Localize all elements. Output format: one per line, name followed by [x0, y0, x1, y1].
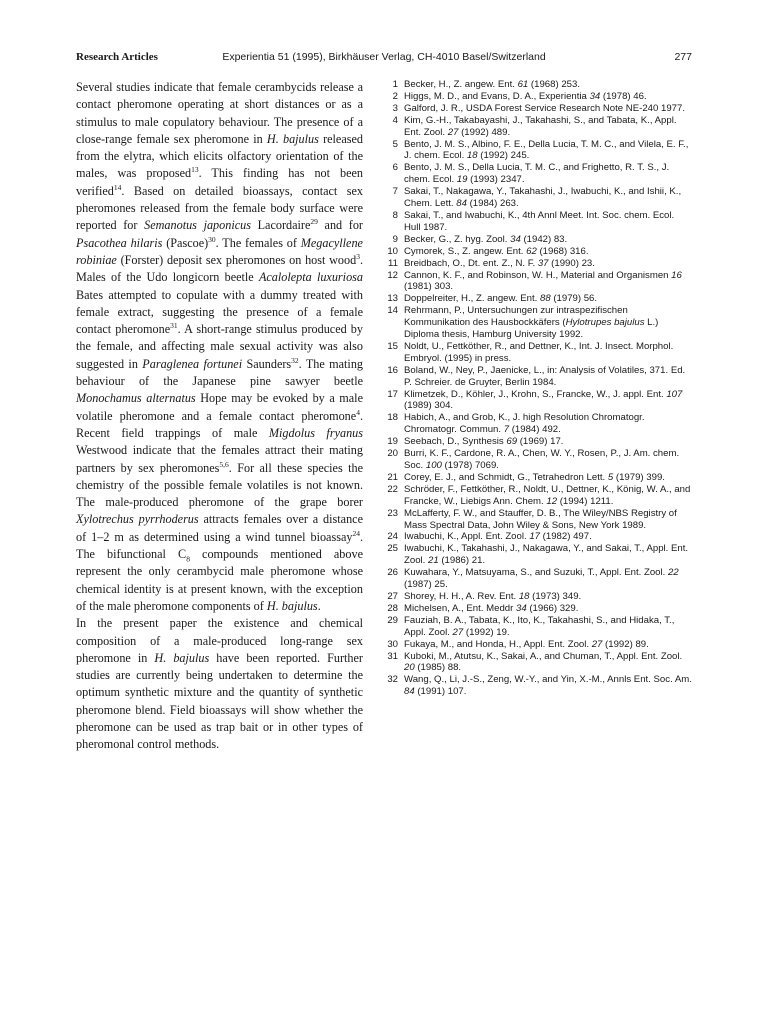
reference-text-run: (1987) 25. [404, 579, 448, 591]
reference-text-run: Schröder, F., Fettköther, R., Noldt, U., Dettner, K., König, W. A., and Francke, W., Liebigs Ann. Chem. [404, 483, 691, 507]
reference-number: 17 [387, 388, 398, 400]
reference-number: 2 [392, 90, 398, 102]
reference-text [402, 341, 692, 365]
reference-volume: 16 [671, 269, 682, 281]
paragraph-2 [76, 615, 363, 753]
species-name: Xylotrechus pyrrhoderus [76, 512, 199, 527]
page-header [76, 49, 692, 65]
reference-item [386, 341, 692, 365]
subscript: 8 [186, 554, 190, 564]
reference-number: 1 [392, 79, 398, 90]
text-run: . [317, 598, 321, 613]
species-name: Migdolus fryanus [268, 425, 363, 440]
text-run: have been reported. Further studies are currently being undertaken to determine the optimum synthetic mixture and the quantity of synthetic pheromone blend. Field bioassays will show whether the pheromone can be used as trap bait or in other types of pheromonal control methods. [76, 650, 363, 752]
reference-number: 8 [392, 209, 398, 221]
reference-text [402, 543, 692, 567]
reference-text [402, 79, 692, 91]
reference-item [386, 436, 692, 448]
reference-volume: 18 [466, 150, 478, 162]
reference-text [402, 436, 692, 448]
species-name: Megacyllene robiniae [76, 235, 363, 267]
reference-text-run: (1993) 2347. [467, 174, 525, 186]
reference-item [386, 115, 692, 139]
reference-number: 18 [387, 412, 398, 424]
citation-mark: 14 [113, 182, 122, 192]
text-run: Westwood indicate that the females attract their mating partners by sex pheromones [76, 443, 363, 475]
reference-text [402, 389, 692, 413]
reference-volume: 34 [515, 602, 527, 614]
reference-text-run: (1973) 349. [529, 590, 582, 602]
reference-text-run: (1986) 21. [438, 555, 486, 567]
reference-text-run: Fukaya, M., and Honda, H., Appl. Ent. Zool. [404, 638, 592, 650]
reference-text-run: Sakai, T., Nakagawa, Y., Takahashi, J., Iwabuchi, K., and Ishii, K., Chem. Lett. [404, 186, 682, 210]
reference-text-run: (1969) 17. [517, 436, 564, 448]
reference-volume: Hylotrupes bajulus [565, 317, 645, 329]
text-run: Several studies indicate that female cerambycids release a contact pheromone operating at short distances or as a stimulus to male copulatory behaviour. The presence of a close-range female sex pheromone in [76, 80, 363, 146]
reference-list [386, 79, 692, 698]
reference-item [386, 234, 692, 246]
reference-text-run: (1982) 497. [540, 531, 592, 543]
reference-text [402, 567, 692, 591]
reference-text [402, 91, 692, 103]
reference-text [402, 508, 692, 532]
reference-text-run: (1979) 56. [550, 293, 598, 305]
reference-item [386, 674, 692, 698]
reference-text [402, 603, 692, 615]
reference-volume: 22 [667, 567, 679, 579]
reference-text-run: (1978) 46. [600, 90, 647, 102]
reference-text [402, 591, 692, 603]
reference-text [402, 210, 692, 234]
reference-item [386, 186, 692, 210]
text-run: . For all these species the chemistry of the possible female volatiles is not known. The male-produced pheromone of the grape borer [76, 460, 363, 510]
reference-text-run: (1966) 329. [526, 602, 579, 614]
reference-volume: 34 [510, 233, 521, 245]
reference-number: 6 [392, 162, 398, 174]
text-run: . The bifunctional C [76, 529, 363, 562]
reference-text [402, 162, 692, 186]
reference-text [402, 246, 692, 258]
reference-text-run: (1992) 19. [463, 626, 510, 638]
reference-text-run: Kuboki, M., Atutsu, K., Sakai, A., and Chuman, T., Appl. Ent. Zool. [404, 650, 683, 662]
reference-number: 24 [387, 531, 398, 543]
reference-volume: 17 [529, 531, 540, 543]
reference-item [386, 615, 692, 639]
reference-number: 31 [387, 650, 398, 662]
paragraph-1 [76, 79, 363, 615]
reference-text-run: Kuwahara, Y., Matsuyama, S., and Suzuki, T., Appl. Ent. Zool. [404, 567, 668, 579]
reference-text-run: Fauziah, B. A., Tabata, K., Ito, K., Takahashi, S., and Hidaka, T., Appl. Zool. [404, 614, 675, 638]
reference-text-run: (1991) 107. [414, 686, 467, 698]
reference-text-run: Cannon, K. F., and Robinson, W. H., Material and Organismen [404, 269, 672, 281]
reference-item [386, 365, 692, 389]
reference-text-run: Corey, E. J., and Schmidt, G., Tetrahedron Lett. [404, 471, 608, 483]
reference-text-run: McLafferty, F. W., and Stauffer, D. B., The Wiley/NBS Registry of Mass Spectral Data, John Wiley & Sons, New York 1989. [404, 507, 677, 531]
reference-volume: 34 [589, 90, 601, 102]
reference-item [386, 258, 692, 270]
citation-mark: 31 [170, 321, 178, 331]
reference-volume: 100 [425, 460, 442, 471]
reference-volume: 62 [526, 245, 537, 257]
reference-item [386, 448, 692, 472]
reference-text-run: (1984) 263. [466, 198, 519, 210]
citation-mark: 3 [356, 251, 360, 261]
reference-item [386, 139, 692, 163]
reference-text-run: Doppelreiter, H., Z. angew. Ent. [404, 293, 540, 305]
citation-mark: 32 [291, 355, 299, 365]
reference-text-run: Galford, J. R., USDA Forest Service Research Note NE-240 1977. [404, 102, 686, 114]
reference-item [386, 472, 692, 484]
reference-text-run: Bento, J. M. S., Albino, F. E., Della Lucia, T. M. C., and Vilela, E. F., J. chem. Ecol. [404, 138, 689, 162]
reference-text [402, 270, 692, 294]
text-run: compounds mentioned above represent the only cerambycid male pheromone whose chemical identity is at present known, with the exception of the male pheromone components of [76, 547, 363, 613]
reference-item [386, 270, 692, 294]
reference-item [386, 305, 692, 341]
reference-number: 21 [387, 471, 398, 483]
text-run: attracts females over a distance of 1–2 m as determined using a wind tunnel bioassay [76, 512, 363, 544]
species-name: H. bajulus [266, 598, 318, 613]
page-number: 277 [674, 51, 692, 63]
text-run: released from the elytra, which elicits olfactory orientation of the males, was proposed [76, 131, 364, 181]
body-text-column [76, 79, 363, 754]
reference-text-run: (1978) 7069. [441, 460, 499, 471]
text-run: . Based on detailed bioassays, contact sex pheromones released from the female body surface were reported for [76, 183, 363, 233]
reference-text-run: Shorey, H. H., A. Rev. Ent. [404, 590, 519, 602]
reference-volume: 61 [517, 79, 529, 90]
reference-text-run: Becker, G., Z. hyg. Zool. [404, 233, 511, 245]
text-run: In the present paper the existence and chemical composition of a male-produced long-range sex pheromone in [76, 616, 363, 665]
species-name: H. bajulus [154, 650, 210, 665]
text-run: and for [317, 218, 363, 233]
reference-number: 22 [387, 483, 398, 495]
reference-text-run: Bento, J. M. S., Della Lucia, T. M. C., and Frighetto, R. T. S., J. chem. Ecol. [404, 162, 670, 186]
reference-number: 20 [387, 448, 398, 460]
reference-text [402, 472, 692, 484]
reference-volume: 21 [428, 555, 439, 567]
reference-text-run: Sakai, T., and Iwabuchi, K., 4th Annl Meet. Int. Soc. chem. Ecol. Hull 1987. [404, 209, 675, 233]
reference-volume: 18 [518, 590, 530, 602]
reference-volume: 84 [404, 686, 415, 698]
reference-text [402, 293, 692, 305]
reference-text-run: (1981) 303. [404, 281, 454, 293]
citation-mark: 29 [310, 217, 318, 227]
reference-text [402, 258, 692, 270]
text-run: . Males of the Udo longicorn beetle [76, 252, 363, 285]
text-run: Hope may be evoked by a male volatile pheromone and a female contact pheromone [76, 391, 363, 423]
reference-text-run: Kim, G.-H., Takabayashi, J., Takahashi, S., and Tabata, K., Appl. Ent. Zool. [404, 114, 677, 138]
reference-text [402, 103, 692, 115]
reference-number: 7 [392, 186, 398, 198]
reference-number: 16 [387, 364, 398, 376]
text-run: . The females of [215, 235, 301, 250]
reference-text [402, 531, 692, 543]
text-run: Bates attempted to copulate with a dummy treated with female extract, suggesting the presence of a female contact pheromone [76, 287, 363, 337]
section-title: Research Articles [76, 51, 158, 63]
reference-text [402, 639, 692, 651]
reference-number: 23 [387, 507, 398, 519]
reference-text-run: Klimetzek, D., Köhler, J., Krohn, S., Francke, W., J. appl. Ent. [404, 388, 667, 400]
reference-text-run: Rehrmann, P., Untersuchungen zur intraspezifischen Kommunikation des Hausbockkäfers ( [404, 305, 628, 329]
reference-text-run: (1942) 83. [520, 233, 568, 245]
reference-item [386, 543, 692, 567]
citation-mark: 24 [352, 528, 360, 538]
reference-volume: 19 [456, 174, 468, 186]
reference-number: 30 [387, 638, 398, 650]
reference-text-run: Boland, W., Ney, P., Jaenicke, L., in: Analysis of Volatiles, 371. Ed. P. Schreier. de Gruyter, Berlin 1984. [404, 364, 686, 388]
species-name: Semanotus japonicus [144, 218, 251, 233]
reference-volume: 27 [447, 126, 459, 138]
reference-text-run: Wang, Q., Li, J.-S., Zeng, W.-Y., and Yin, X.-M., Annls Ent. Soc. Am. [404, 674, 692, 686]
reference-text [402, 139, 692, 163]
reference-text-run: Michelsen, A., Ent. Meddr [404, 602, 516, 614]
reference-volume: 37 [537, 257, 549, 269]
text-run: Saunders [242, 356, 292, 371]
reference-text [402, 115, 692, 139]
reference-text-run: (1985) 88. [414, 662, 462, 674]
reference-item [386, 91, 692, 103]
reference-volume: 27 [452, 626, 464, 638]
reference-number: 5 [392, 138, 398, 150]
text-run: . A short-range stimulus produced by the female, and affecting male sexual activity was also suggested in [76, 322, 363, 371]
reference-number: 9 [392, 233, 398, 245]
reference-volume: 20 [404, 662, 415, 674]
reference-text-run: (1992) 89. [602, 638, 649, 650]
reference-item [386, 246, 692, 258]
reference-text-run: Cymorek, S., Z. angew. Ent. [404, 245, 527, 257]
reference-item [386, 389, 692, 413]
reference-number: 28 [387, 602, 398, 614]
reference-text-run: Iwabuchi, K., Takahashi, J., Nakagawa, Y., and Sakai, T., Appl. Ent. Zool. [404, 543, 689, 567]
reference-number: 19 [387, 436, 398, 448]
reference-text [402, 651, 692, 675]
text-run: . The mating behaviour of the Japanese pine sawyer beetle [76, 356, 364, 389]
text-run: (Pascoe) [162, 235, 209, 250]
reference-text-run: (1968) 253. [528, 79, 581, 90]
reference-volume: 27 [591, 638, 603, 650]
reference-text-run: Habich, A., and Grob, K., J. high Resolution Chromatogr. Chromatogr. Commun. [404, 412, 645, 436]
reference-item [386, 79, 692, 91]
reference-text [402, 365, 692, 389]
reference-text-run: Higgs, M. D., and Evans, D. A., Experientia [404, 90, 590, 102]
reference-item [386, 591, 692, 603]
reference-volume: 107 [666, 388, 683, 400]
reference-text [402, 234, 692, 246]
reference-text-run: (1992) 489. [458, 126, 511, 138]
reference-volume: 12 [546, 495, 558, 507]
reference-text-run: L.) Diploma thesis, Hamburg University 1992. [404, 317, 659, 341]
reference-number: 14 [387, 305, 398, 317]
species-name: H. bajulus [266, 131, 319, 146]
reference-number: 15 [387, 340, 398, 352]
citation-mark: 5,6 [219, 459, 229, 469]
reference-text-run: (1968) 316. [536, 245, 589, 257]
text-run: . This finding has not been verified [76, 166, 364, 198]
reference-item [386, 639, 692, 651]
reference-item [386, 103, 692, 115]
reference-volume: 84 [456, 198, 467, 210]
reference-number: 25 [387, 543, 398, 555]
reference-item [386, 567, 692, 591]
species-name: Acalolepta luxuriosa [258, 270, 363, 285]
reference-number: 10 [387, 245, 398, 257]
reference-text-run: (1990) 23. [548, 257, 595, 269]
reference-number: 11 [388, 257, 398, 269]
reference-number: 27 [387, 590, 398, 602]
journal-citation: Experientia 51 (1995), Birkhäuser Verlag, CH-4010 Basel/Switzerland [222, 51, 546, 63]
reference-text-run: Becker, H., Z. angew. Ent. [404, 79, 518, 90]
species-name: Paraglenea fortunei [142, 356, 243, 371]
reference-text-run: (1989) 304. [404, 400, 454, 412]
citation-mark: 30 [208, 234, 216, 244]
reference-number: 29 [387, 614, 398, 626]
text-run: . Recent field trappings of male [76, 408, 363, 440]
species-name: Monochamus alternatus [76, 391, 196, 406]
reference-text [402, 448, 692, 472]
reference-number: 13 [387, 293, 398, 305]
reference-number: 26 [387, 567, 398, 579]
reference-volume: 69 [506, 436, 518, 448]
reference-text [402, 305, 692, 341]
reference-volume: 7 [503, 424, 510, 436]
reference-item [386, 484, 692, 508]
reference-text-run: Iwabuchi, K., Appl. Ent. Zool. [404, 531, 530, 543]
reference-text-run: Breidbach, O., Dt. ent. Z., N. F. [404, 257, 538, 269]
reference-number: 32 [387, 674, 398, 686]
reference-text [402, 615, 692, 639]
reference-text-run: (1979) 399. [613, 471, 665, 483]
species-name: Psacothea hilaris [76, 235, 163, 250]
reference-text-run: Seebach, D., Synthesis [404, 436, 507, 448]
reference-text-run: Noldt, U., Fettköther, R., and Dettner, K., Int. J. Insect. Morphol. Embryol. (1995) in press. [404, 340, 674, 364]
reference-item [386, 162, 692, 186]
reference-volume: 5 [607, 471, 614, 483]
reference-number: 12 [387, 269, 398, 281]
reference-text-run: (1992) 245. [477, 150, 530, 162]
reference-item [386, 412, 692, 436]
reference-text [402, 186, 692, 210]
citation-mark: 4 [356, 407, 360, 417]
text-run: (Forster) deposit sex pheromones on host wood [116, 252, 357, 267]
reference-number: 4 [392, 114, 398, 126]
reference-item [386, 603, 692, 615]
reference-text [402, 674, 692, 698]
reference-item [386, 508, 692, 532]
reference-text [402, 484, 692, 508]
reference-text [402, 412, 692, 436]
citation-mark: 13 [191, 165, 199, 175]
reference-item [386, 293, 692, 305]
reference-item [386, 210, 692, 234]
reference-volume: 88 [539, 293, 551, 305]
reference-item [386, 531, 692, 543]
reference-text-run: Burri, K. F., Cardone, R. A., Chen, W. Y., Rosen, P., J. Am. chem. Soc. [404, 448, 680, 471]
reference-number: 3 [392, 102, 398, 114]
text-run: Lacordaire [250, 218, 311, 233]
reference-text-run: (1984) 492. [509, 424, 561, 436]
reference-item [386, 651, 692, 675]
reference-text-run: (1994) 1211. [557, 495, 614, 507]
